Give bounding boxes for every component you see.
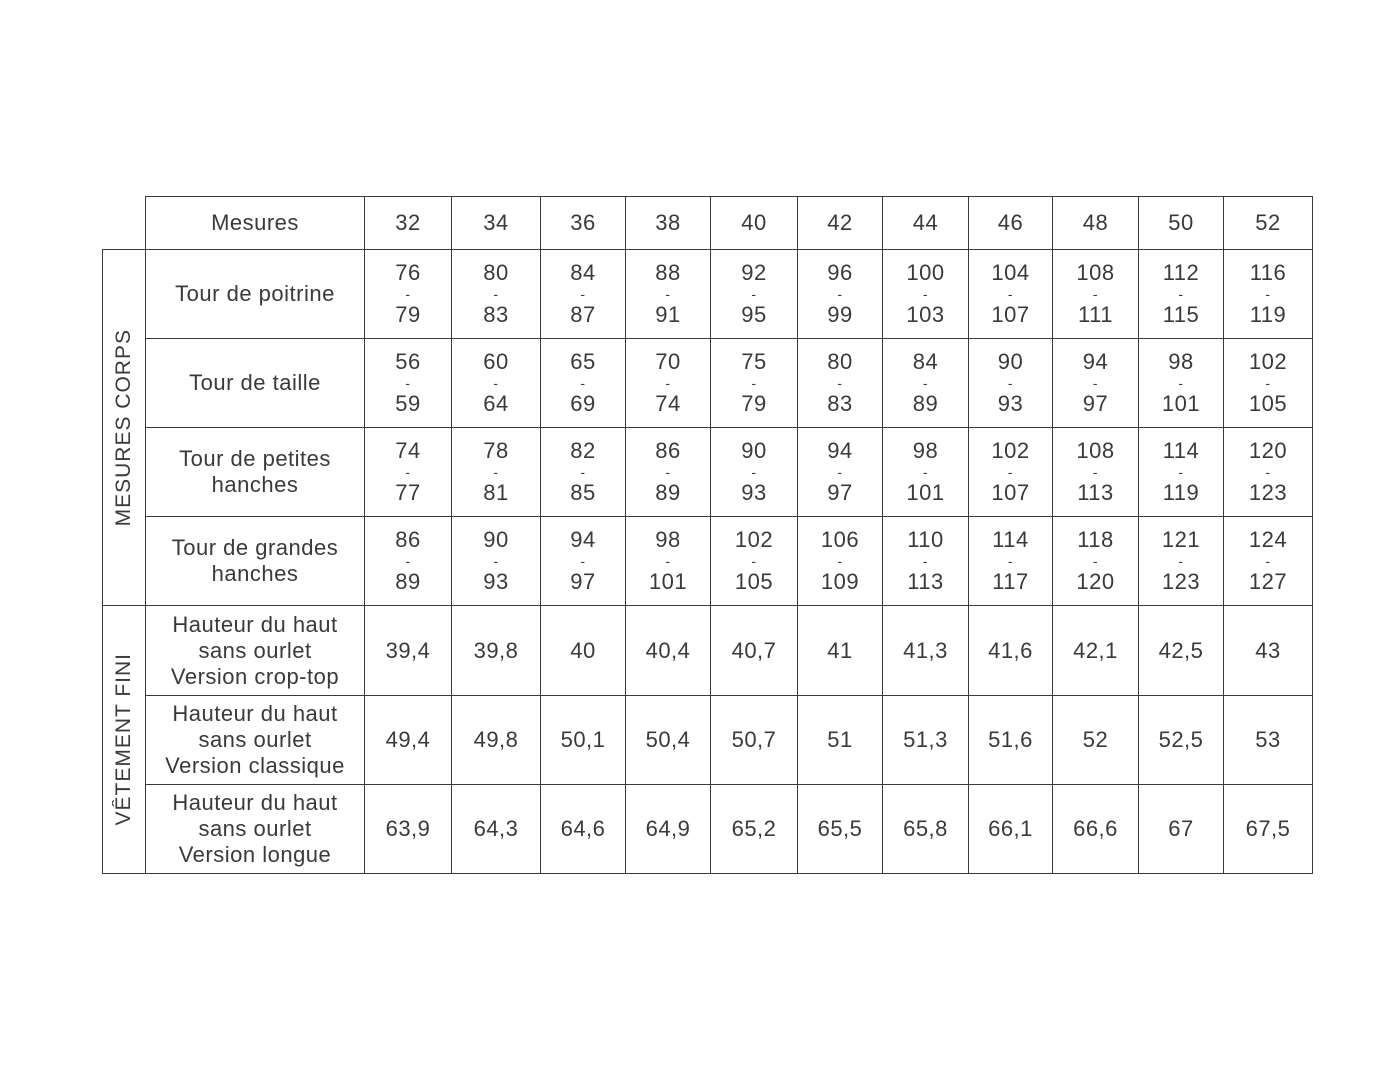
range-min: 86 — [655, 438, 681, 463]
row-label-line: Hauteur du haut — [172, 611, 338, 637]
range-separator: - — [580, 553, 586, 569]
range-max: 115 — [1162, 302, 1200, 327]
row-label-cell — [145, 516, 365, 606]
range-max: 89 — [395, 569, 421, 594]
range-min: 84 — [912, 349, 939, 374]
range-separator: - — [1007, 375, 1014, 391]
range-separator: - — [580, 464, 586, 480]
value-cell — [364, 427, 452, 517]
range-max: 89 — [912, 391, 939, 416]
range-separator: - — [837, 286, 843, 302]
value-cell — [1052, 605, 1139, 696]
value-cell — [968, 338, 1053, 428]
range-max: 117 — [992, 569, 1029, 594]
row-label-line: sans ourlet — [198, 637, 312, 663]
range-max: 87 — [570, 302, 596, 327]
size-header-cell — [1052, 196, 1139, 250]
value-cell — [364, 516, 452, 606]
range-max: 123 — [1248, 480, 1288, 505]
value-cell — [451, 605, 541, 696]
value-cell — [625, 695, 711, 785]
size-label: 32 — [395, 210, 421, 235]
range-min: 102 — [991, 438, 1030, 463]
value: 64,9 — [645, 816, 691, 841]
row-label-line: Tour de grandes — [171, 535, 339, 560]
value-cell — [710, 784, 798, 874]
value-cell — [1052, 427, 1139, 517]
range-min: 100 — [906, 260, 945, 285]
range-separator: - — [1007, 553, 1014, 569]
range-min: 86 — [395, 527, 421, 552]
row-label-line: sans ourlet — [198, 727, 312, 752]
size-label: 36 — [570, 210, 596, 235]
value: 51,3 — [903, 727, 948, 752]
value-cell — [540, 784, 626, 874]
value-cell — [451, 249, 541, 339]
range-min: 98 — [912, 438, 939, 463]
value-cell — [882, 516, 969, 606]
range-max: 64 — [483, 391, 509, 416]
value-cell — [882, 605, 969, 696]
value-cell — [710, 695, 798, 785]
value: 51,6 — [988, 727, 1033, 752]
range-separator: - — [837, 553, 843, 569]
value-cell — [625, 516, 711, 606]
size-header-cell — [1223, 196, 1313, 250]
value: 63,9 — [385, 816, 431, 841]
range-min: 108 — [1076, 438, 1115, 463]
value-cell — [1223, 695, 1313, 785]
range-min: 76 — [395, 260, 421, 285]
value-cell — [797, 605, 883, 696]
range-max: 101 — [648, 569, 688, 594]
value-cell — [797, 427, 883, 517]
value-cell — [625, 427, 711, 517]
range-max: 89 — [655, 480, 681, 505]
range-separator: - — [1178, 464, 1184, 480]
range-separator: - — [922, 375, 929, 391]
value-cell — [1052, 516, 1139, 606]
value-cell — [364, 784, 452, 874]
range-min: 84 — [570, 260, 596, 285]
row-label-line: Version longue — [178, 842, 332, 867]
range-max: 97 — [827, 480, 853, 505]
value-cell — [710, 338, 798, 428]
size-header-cell — [364, 196, 452, 250]
range-separator: - — [1007, 464, 1014, 480]
value-cell — [882, 695, 969, 785]
range-separator: - — [405, 553, 411, 569]
value: 66,6 — [1073, 816, 1118, 841]
value-cell — [364, 338, 452, 428]
value: 40 — [570, 637, 596, 663]
range-max: 83 — [827, 391, 853, 416]
range-max: 79 — [741, 391, 767, 416]
value-cell — [1052, 338, 1139, 428]
range-separator: - — [1092, 375, 1099, 391]
value-cell — [968, 605, 1053, 696]
range-min: 88 — [655, 260, 681, 285]
size-label: 46 — [997, 210, 1024, 235]
range-max: 105 — [1248, 391, 1288, 416]
value-cell — [1223, 427, 1313, 517]
value-cell — [1138, 605, 1224, 696]
range-min: 94 — [570, 527, 596, 552]
range-max: 85 — [570, 480, 596, 505]
row-label-cell — [145, 695, 365, 785]
value-cell — [797, 784, 883, 874]
value: 41,6 — [988, 637, 1033, 663]
range-max: 101 — [906, 480, 945, 505]
row-label-cell — [145, 338, 365, 428]
range-min: 116 — [1249, 260, 1287, 285]
range-min: 121 — [1161, 527, 1201, 552]
range-min: 120 — [1248, 438, 1288, 463]
size-label: 42 — [827, 210, 853, 235]
range-separator: - — [751, 464, 757, 480]
range-max: 109 — [820, 569, 860, 594]
range-separator: - — [751, 286, 757, 302]
range-min: 102 — [734, 527, 774, 552]
size-label: 48 — [1082, 210, 1109, 235]
value: 64,6 — [560, 816, 606, 841]
value-cell — [540, 427, 626, 517]
range-min: 112 — [1162, 260, 1200, 285]
value-cell — [797, 249, 883, 339]
range-separator: - — [837, 375, 843, 391]
value-cell — [882, 338, 969, 428]
value-cell — [625, 338, 711, 428]
row-label-line: hanches — [211, 472, 299, 497]
range-max: 127 — [1248, 569, 1288, 594]
header-label: Mesures — [211, 210, 299, 235]
row-label-cell — [145, 605, 365, 696]
range-max: 93 — [483, 569, 509, 594]
size-header-cell — [882, 196, 969, 250]
value-cell — [1138, 338, 1224, 428]
value-cell — [1223, 338, 1313, 428]
range-separator: - — [1265, 553, 1271, 569]
range-max: 77 — [395, 480, 421, 505]
row-label-line: Tour de petites — [179, 446, 331, 471]
range-separator: - — [1178, 553, 1184, 569]
range-separator: - — [493, 464, 499, 480]
range-min: 98 — [655, 527, 681, 552]
value-cell — [882, 784, 969, 874]
range-separator: - — [580, 375, 586, 391]
range-max: 103 — [906, 302, 945, 327]
row-label-line: Version classique — [165, 753, 345, 778]
range-max: 59 — [395, 391, 421, 416]
value: 49,8 — [473, 727, 519, 752]
range-max: 79 — [395, 302, 421, 327]
range-separator: - — [665, 464, 671, 480]
group-label: VÊTEMENT FINI — [112, 653, 135, 826]
value-cell — [1138, 784, 1224, 874]
range-min: 65 — [570, 349, 596, 374]
row-label-line: Version crop-top — [170, 663, 340, 689]
range-min: 114 — [992, 527, 1029, 552]
value-cell — [1223, 249, 1313, 339]
range-min: 124 — [1248, 527, 1288, 552]
value-cell — [968, 249, 1053, 339]
size-label: 52 — [1255, 210, 1281, 235]
size-label: 50 — [1168, 210, 1194, 235]
value-cell — [797, 695, 883, 785]
value-cell — [1052, 695, 1139, 785]
value: 65,8 — [903, 816, 948, 841]
range-separator: - — [1092, 286, 1099, 302]
value-cell — [451, 338, 541, 428]
range-min: 94 — [1082, 349, 1109, 374]
range-separator: - — [665, 286, 671, 302]
value-cell — [968, 516, 1053, 606]
value: 52,5 — [1158, 727, 1204, 752]
range-min: 80 — [827, 349, 853, 374]
range-min: 80 — [483, 260, 509, 285]
range-separator: - — [1265, 464, 1271, 480]
range-separator: - — [1092, 464, 1099, 480]
size-header-cell — [797, 196, 883, 250]
range-separator: - — [1092, 553, 1099, 569]
range-max: 107 — [991, 302, 1030, 327]
range-max: 111 — [1078, 302, 1113, 327]
value: 53 — [1255, 727, 1281, 752]
value-cell — [1138, 516, 1224, 606]
range-max: 91 — [655, 302, 681, 327]
row-label-line: Tour de taille — [189, 370, 321, 395]
range-min: 94 — [827, 438, 853, 463]
value-cell — [882, 249, 969, 339]
value: 66,1 — [988, 816, 1033, 841]
size-header-cell — [540, 196, 626, 250]
value-cell — [710, 427, 798, 517]
value-cell — [1138, 427, 1224, 517]
range-max: 113 — [1077, 480, 1114, 505]
size-label: 40 — [741, 210, 767, 235]
range-min: 96 — [827, 260, 853, 285]
value-cell — [1223, 605, 1313, 696]
range-max: 97 — [570, 569, 596, 594]
value-cell — [797, 338, 883, 428]
range-max: 113 — [907, 569, 944, 594]
range-separator: - — [493, 553, 499, 569]
value-cell — [625, 784, 711, 874]
value: 43 — [1255, 637, 1281, 663]
row-label-line: Tour de poitrine — [175, 281, 335, 306]
range-separator: - — [665, 553, 671, 569]
range-max: 119 — [1162, 480, 1200, 505]
range-max: 123 — [1161, 569, 1201, 594]
range-min: 74 — [395, 438, 421, 463]
range-separator: - — [922, 464, 929, 480]
value-cell — [540, 516, 626, 606]
range-separator: - — [405, 464, 411, 480]
value: 50,4 — [645, 727, 691, 752]
value: 67 — [1168, 816, 1194, 841]
range-separator: - — [493, 286, 499, 302]
value-cell — [1052, 784, 1139, 874]
range-max: 107 — [991, 480, 1030, 505]
value-cell — [710, 605, 798, 696]
row-label-line: Hauteur du haut — [172, 790, 338, 815]
group-label: MESURES CORPS — [112, 328, 135, 527]
value: 39,8 — [473, 637, 519, 663]
value-cell — [1138, 249, 1224, 339]
value-cell — [710, 516, 798, 606]
value-cell — [364, 249, 452, 339]
range-min: 90 — [997, 349, 1024, 374]
value-cell — [540, 338, 626, 428]
value: 42,1 — [1073, 637, 1118, 663]
range-separator: - — [1265, 286, 1271, 302]
range-separator: - — [837, 464, 843, 480]
row-label-line: hanches — [211, 561, 299, 586]
value: 42,5 — [1158, 637, 1204, 663]
range-separator: - — [922, 286, 929, 302]
range-max: 83 — [483, 302, 509, 327]
value-cell — [451, 695, 541, 785]
range-separator: - — [493, 375, 499, 391]
range-max: 99 — [827, 302, 853, 327]
value-cell — [540, 695, 626, 785]
value-cell — [540, 249, 626, 339]
value-cell — [968, 427, 1053, 517]
value: 50,7 — [731, 727, 777, 752]
size-header-cell — [710, 196, 798, 250]
range-max: 74 — [655, 391, 681, 416]
size-header-cell — [968, 196, 1053, 250]
row-label-cell — [145, 784, 365, 874]
value-cell — [1223, 784, 1313, 874]
value: 67,5 — [1245, 816, 1291, 841]
value: 65,5 — [817, 816, 863, 841]
range-separator: - — [580, 286, 586, 302]
value-cell — [625, 605, 711, 696]
range-min: 70 — [655, 349, 681, 374]
value: 41,3 — [903, 637, 948, 663]
range-max: 101 — [1161, 391, 1201, 416]
range-max: 119 — [1249, 302, 1287, 327]
value: 41 — [827, 637, 853, 663]
row-label-line: Hauteur du haut — [172, 701, 338, 726]
range-min: 106 — [820, 527, 860, 552]
value-cell — [1138, 695, 1224, 785]
header-label-cell — [145, 196, 365, 250]
range-separator: - — [405, 286, 411, 302]
range-min: 90 — [741, 438, 767, 463]
range-min: 90 — [483, 527, 509, 552]
range-min: 108 — [1076, 260, 1115, 285]
range-min: 75 — [741, 349, 767, 374]
range-max: 97 — [1082, 391, 1109, 416]
range-min: 118 — [1077, 527, 1114, 552]
range-separator: - — [1265, 375, 1271, 391]
value-cell — [625, 249, 711, 339]
value: 49,4 — [385, 727, 431, 752]
value-cell — [1223, 516, 1313, 606]
range-max: 95 — [741, 302, 767, 327]
range-min: 98 — [1168, 349, 1194, 374]
range-separator: - — [1007, 286, 1014, 302]
value-cell — [882, 427, 969, 517]
range-min: 110 — [907, 527, 944, 552]
value: 52 — [1082, 727, 1109, 752]
value-cell — [710, 249, 798, 339]
value-cell — [968, 784, 1053, 874]
value: 65,2 — [731, 816, 777, 841]
size-header-cell — [451, 196, 541, 250]
range-max: 105 — [734, 569, 774, 594]
value-cell — [364, 695, 452, 785]
size-label: 44 — [912, 210, 939, 235]
value: 39,4 — [385, 637, 431, 663]
range-max: 81 — [483, 480, 509, 505]
range-max: 93 — [997, 391, 1024, 416]
range-min: 92 — [741, 260, 767, 285]
range-max: 120 — [1076, 569, 1115, 594]
range-separator: - — [405, 375, 411, 391]
value-cell — [451, 516, 541, 606]
value: 51 — [827, 727, 853, 752]
size-header-cell — [1138, 196, 1224, 250]
group-label-cell — [102, 605, 146, 874]
range-separator: - — [1178, 286, 1184, 302]
range-min: 78 — [483, 438, 509, 463]
group-label-cell — [102, 249, 146, 606]
range-min: 104 — [991, 260, 1030, 285]
value-cell — [797, 516, 883, 606]
row-label-cell — [145, 249, 365, 339]
value: 40,7 — [731, 637, 777, 663]
row-label-cell — [145, 427, 365, 517]
range-min: 56 — [395, 349, 421, 374]
range-min: 102 — [1248, 349, 1288, 374]
value: 64,3 — [473, 816, 519, 841]
size-label: 34 — [483, 210, 509, 235]
range-separator: - — [751, 553, 757, 569]
row-label-line: sans ourlet — [198, 816, 312, 841]
value-cell — [540, 605, 626, 696]
value-cell — [1052, 249, 1139, 339]
value-cell — [451, 784, 541, 874]
range-separator: - — [665, 375, 671, 391]
range-min: 60 — [483, 349, 509, 374]
range-separator: - — [751, 375, 757, 391]
range-max: 69 — [570, 391, 596, 416]
value: 40,4 — [645, 637, 691, 663]
range-min: 114 — [1162, 438, 1200, 463]
range-separator: - — [922, 553, 929, 569]
value-cell — [968, 695, 1053, 785]
size-header-cell — [625, 196, 711, 250]
value-cell — [364, 605, 452, 696]
range-separator: - — [1178, 375, 1184, 391]
size-label: 38 — [655, 210, 681, 235]
range-min: 82 — [570, 438, 596, 463]
value: 50,1 — [560, 727, 606, 752]
value-cell — [451, 427, 541, 517]
range-max: 93 — [741, 480, 767, 505]
